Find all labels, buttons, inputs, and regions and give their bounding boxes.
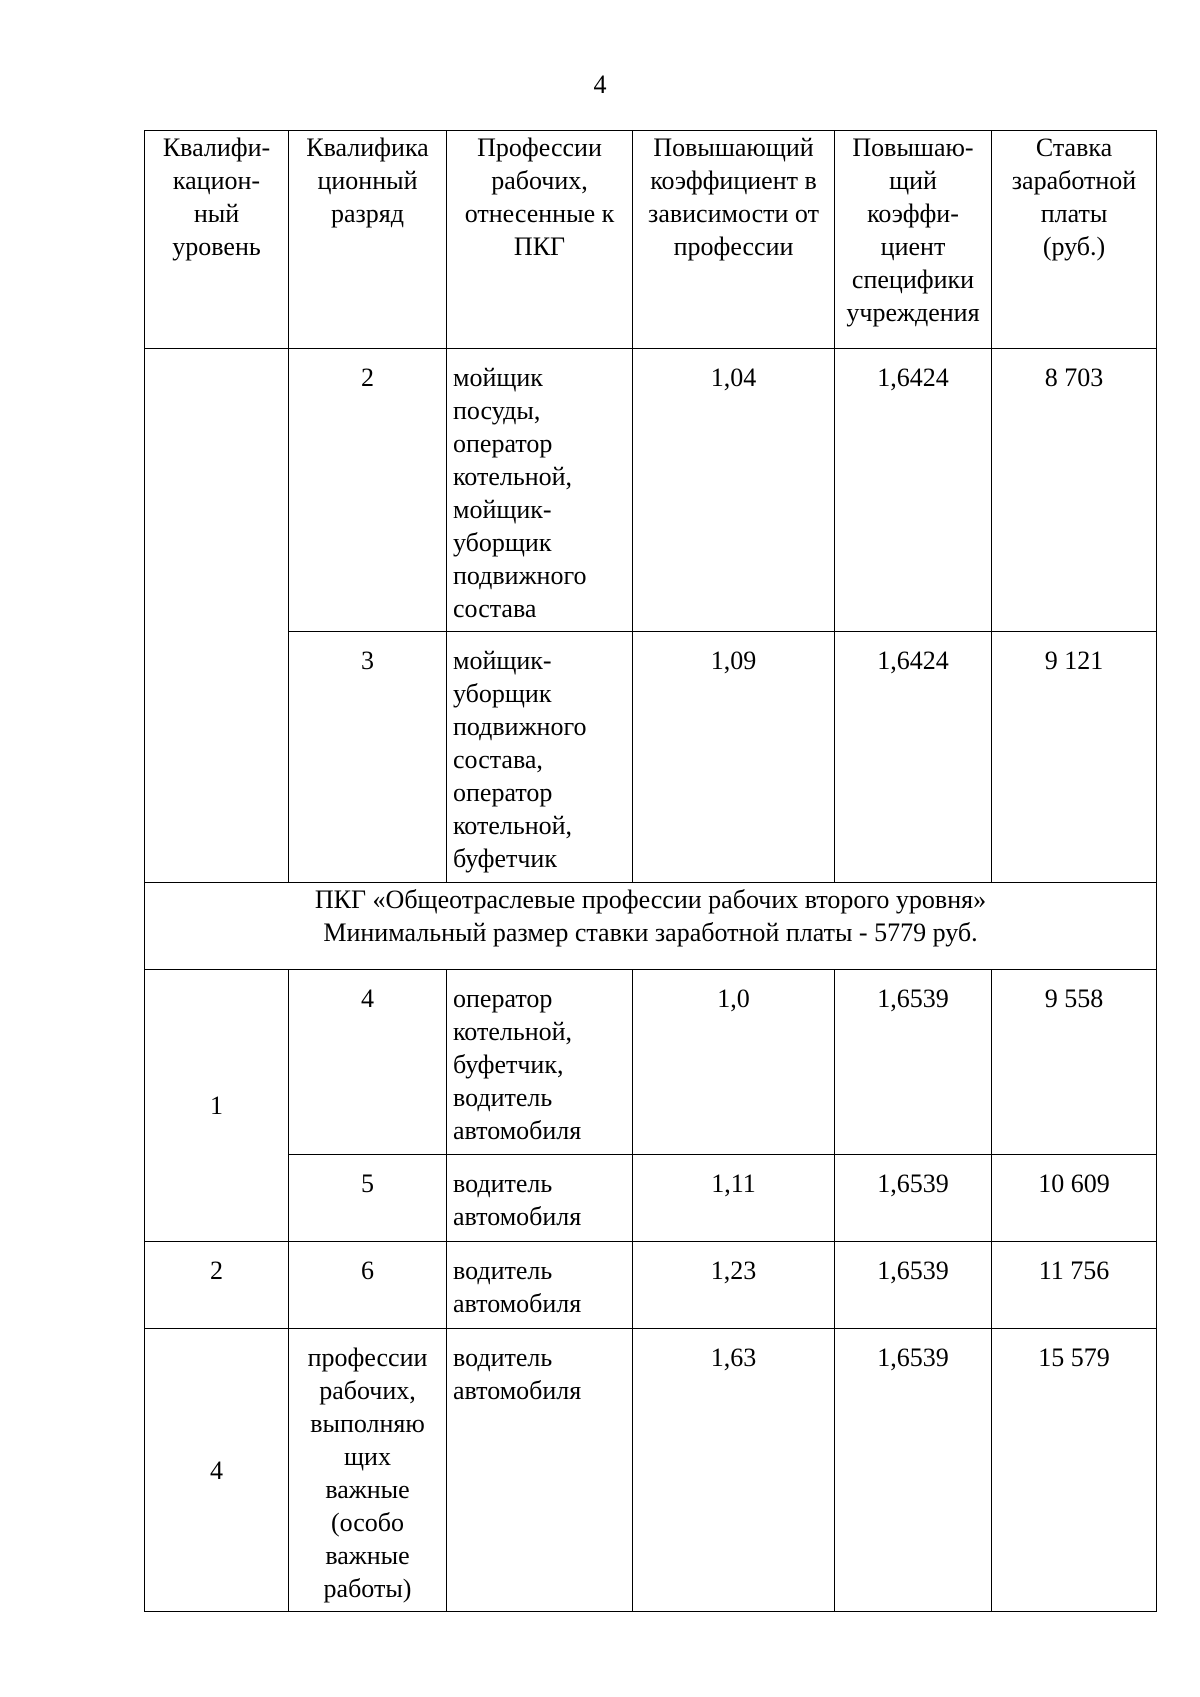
- table-row: [145, 1155, 1157, 1242]
- wage-rate-cell: 11 756: [992, 1242, 1157, 1329]
- profession-coefficient-cell: 1,63: [633, 1329, 835, 1612]
- section-min-rate: Минимальный размер ставки заработной платы - 5779 руб.: [323, 918, 978, 947]
- cell-text-line: подвижного: [453, 561, 587, 590]
- wage-rate-cell: 10 609: [992, 1155, 1157, 1242]
- institution-coefficient-cell: 1,6539: [835, 970, 992, 1155]
- cell-text-line: уровень: [172, 232, 261, 261]
- professions-cell: [447, 632, 633, 883]
- table-row: [145, 1329, 1157, 1612]
- cell-text-line: Профессии: [477, 133, 602, 162]
- cell-text-line: платы: [1040, 199, 1108, 228]
- cell-text-line: мойщик: [453, 363, 543, 392]
- grade-cell: 6: [289, 1242, 447, 1329]
- cell-text-line: Повышаю-: [852, 133, 974, 162]
- cell-text-line: зависимости от: [648, 199, 819, 228]
- header-professions: [447, 131, 633, 349]
- professions-cell: [447, 1329, 633, 1612]
- cell-text-line: котельной,: [453, 811, 573, 840]
- section-title: ПКГ «Общеотраслевые профессии рабочих второго уровня»: [314, 885, 987, 914]
- cell-text-line: котельной,: [453, 462, 573, 491]
- cell-text-line: профессии: [673, 232, 794, 261]
- empty-level-cell: [145, 349, 289, 883]
- cell-text-line: водитель: [453, 1083, 553, 1112]
- professions-cell: [447, 1242, 633, 1329]
- cell-text-line: разряд: [331, 199, 404, 228]
- institution-coefficient-cell: 1,6539: [835, 1329, 992, 1612]
- profession-coefficient-cell: 1,23: [633, 1242, 835, 1329]
- cell-text-line: посуды,: [453, 396, 541, 425]
- institution-coefficient-cell: 1,6539: [835, 1155, 992, 1242]
- grade-cell: 2: [289, 349, 447, 632]
- cell-text-line: автомобиля: [453, 1289, 582, 1318]
- section-header-cell: [145, 883, 1157, 970]
- cell-text-line: водитель: [453, 1169, 553, 1198]
- cell-text-line: профессии: [307, 1343, 428, 1372]
- institution-coefficient-cell: 1,6424: [835, 349, 992, 632]
- qualification-level-cell: 1: [145, 970, 289, 1242]
- cell-text-line: котельной,: [453, 1017, 573, 1046]
- wage-rate-table: [144, 130, 1157, 1612]
- professions-cell: [447, 970, 633, 1155]
- table-row: [145, 970, 1157, 1155]
- header-institution-coefficient: [835, 131, 992, 349]
- header-wage-rate: [992, 131, 1157, 349]
- grade-cell: 3: [289, 632, 447, 883]
- page-number: 4: [593, 70, 607, 99]
- cell-text-line: ПКГ: [513, 232, 566, 261]
- cell-text-line: важные: [325, 1541, 410, 1570]
- header-profession-coefficient: [633, 131, 835, 349]
- cell-text-line: Квалифика: [306, 133, 429, 162]
- cell-text-line: отнесенные к: [464, 199, 615, 228]
- cell-text-line: уборщик: [453, 679, 552, 708]
- qualification-level-cell: 2: [145, 1242, 289, 1329]
- cell-text-line: Повышающий: [653, 133, 814, 162]
- cell-text-line: заработной: [1011, 166, 1137, 195]
- cell-text-line: Квалифи-: [162, 133, 271, 162]
- cell-text-line: уборщик: [453, 528, 552, 557]
- cell-text-line: работы): [323, 1574, 412, 1603]
- cell-text-line: состава: [453, 594, 537, 623]
- cell-text-line: рабочих,: [319, 1376, 416, 1405]
- grade-cell: 4: [289, 970, 447, 1155]
- cell-text-line: буфетчик: [453, 844, 557, 873]
- cell-text-line: водитель: [453, 1256, 553, 1285]
- cell-text-line: буфетчик,: [453, 1050, 564, 1079]
- profession-coefficient-cell: 1,11: [633, 1155, 835, 1242]
- cell-text-line: оператор: [453, 778, 553, 807]
- profession-coefficient-cell: 1,0: [633, 970, 835, 1155]
- header-qualification-grade: [289, 131, 447, 349]
- cell-text-line: выполняю: [310, 1409, 425, 1438]
- cell-text-line: (руб.): [1042, 232, 1106, 261]
- table-header-row: [145, 131, 1157, 349]
- wage-rate-cell: 9 121: [992, 632, 1157, 883]
- qualification-level-cell: 4: [145, 1329, 289, 1612]
- table-row: [145, 632, 1157, 883]
- cell-text-line: кацион-: [172, 166, 261, 195]
- table-row: [145, 1242, 1157, 1329]
- cell-text-line: рабочих,: [491, 166, 588, 195]
- cell-text-line: Ставка: [1035, 133, 1113, 162]
- table-row: [145, 349, 1157, 632]
- institution-coefficient-cell: 1,6539: [835, 1242, 992, 1329]
- cell-text-line: автомобиля: [453, 1202, 582, 1231]
- grade-cell: [289, 1329, 447, 1612]
- cell-text-line: (особо: [330, 1508, 405, 1537]
- cell-text-line: коэффи-: [867, 199, 959, 228]
- cell-text-line: важные: [325, 1475, 410, 1504]
- cell-text-line: мойщик-: [453, 495, 552, 524]
- cell-text-line: состава,: [453, 745, 543, 774]
- cell-text-line: специфики: [851, 265, 975, 294]
- section-header-row: [145, 883, 1157, 970]
- professions-cell: [447, 349, 633, 632]
- cell-text-line: щих: [344, 1442, 391, 1471]
- wage-rate-cell: 9 558: [992, 970, 1157, 1155]
- institution-coefficient-cell: 1,6424: [835, 632, 992, 883]
- cell-text-line: подвижного: [453, 712, 587, 741]
- cell-text-line: автомобиля: [453, 1376, 582, 1405]
- cell-text-line: ный: [193, 199, 240, 228]
- professions-cell: [447, 1155, 633, 1242]
- cell-text-line: автомобиля: [453, 1116, 582, 1145]
- cell-text-line: циент: [880, 232, 946, 261]
- header-qualification-level: [145, 131, 289, 349]
- grade-cell: 5: [289, 1155, 447, 1242]
- wage-rate-cell: 15 579: [992, 1329, 1157, 1612]
- cell-text-line: ционный: [317, 166, 418, 195]
- cell-text-line: оператор: [453, 429, 553, 458]
- cell-text-line: щий: [889, 166, 937, 195]
- profession-coefficient-cell: 1,09: [633, 632, 835, 883]
- profession-coefficient-cell: 1,04: [633, 349, 835, 632]
- cell-text-line: мойщик-: [453, 646, 552, 675]
- cell-text-line: коэффициент в: [650, 166, 817, 195]
- cell-text-line: водитель: [453, 1343, 553, 1372]
- cell-text-line: учреждения: [846, 298, 980, 327]
- cell-text-line: оператор: [453, 984, 553, 1013]
- wage-rate-cell: 8 703: [992, 349, 1157, 632]
